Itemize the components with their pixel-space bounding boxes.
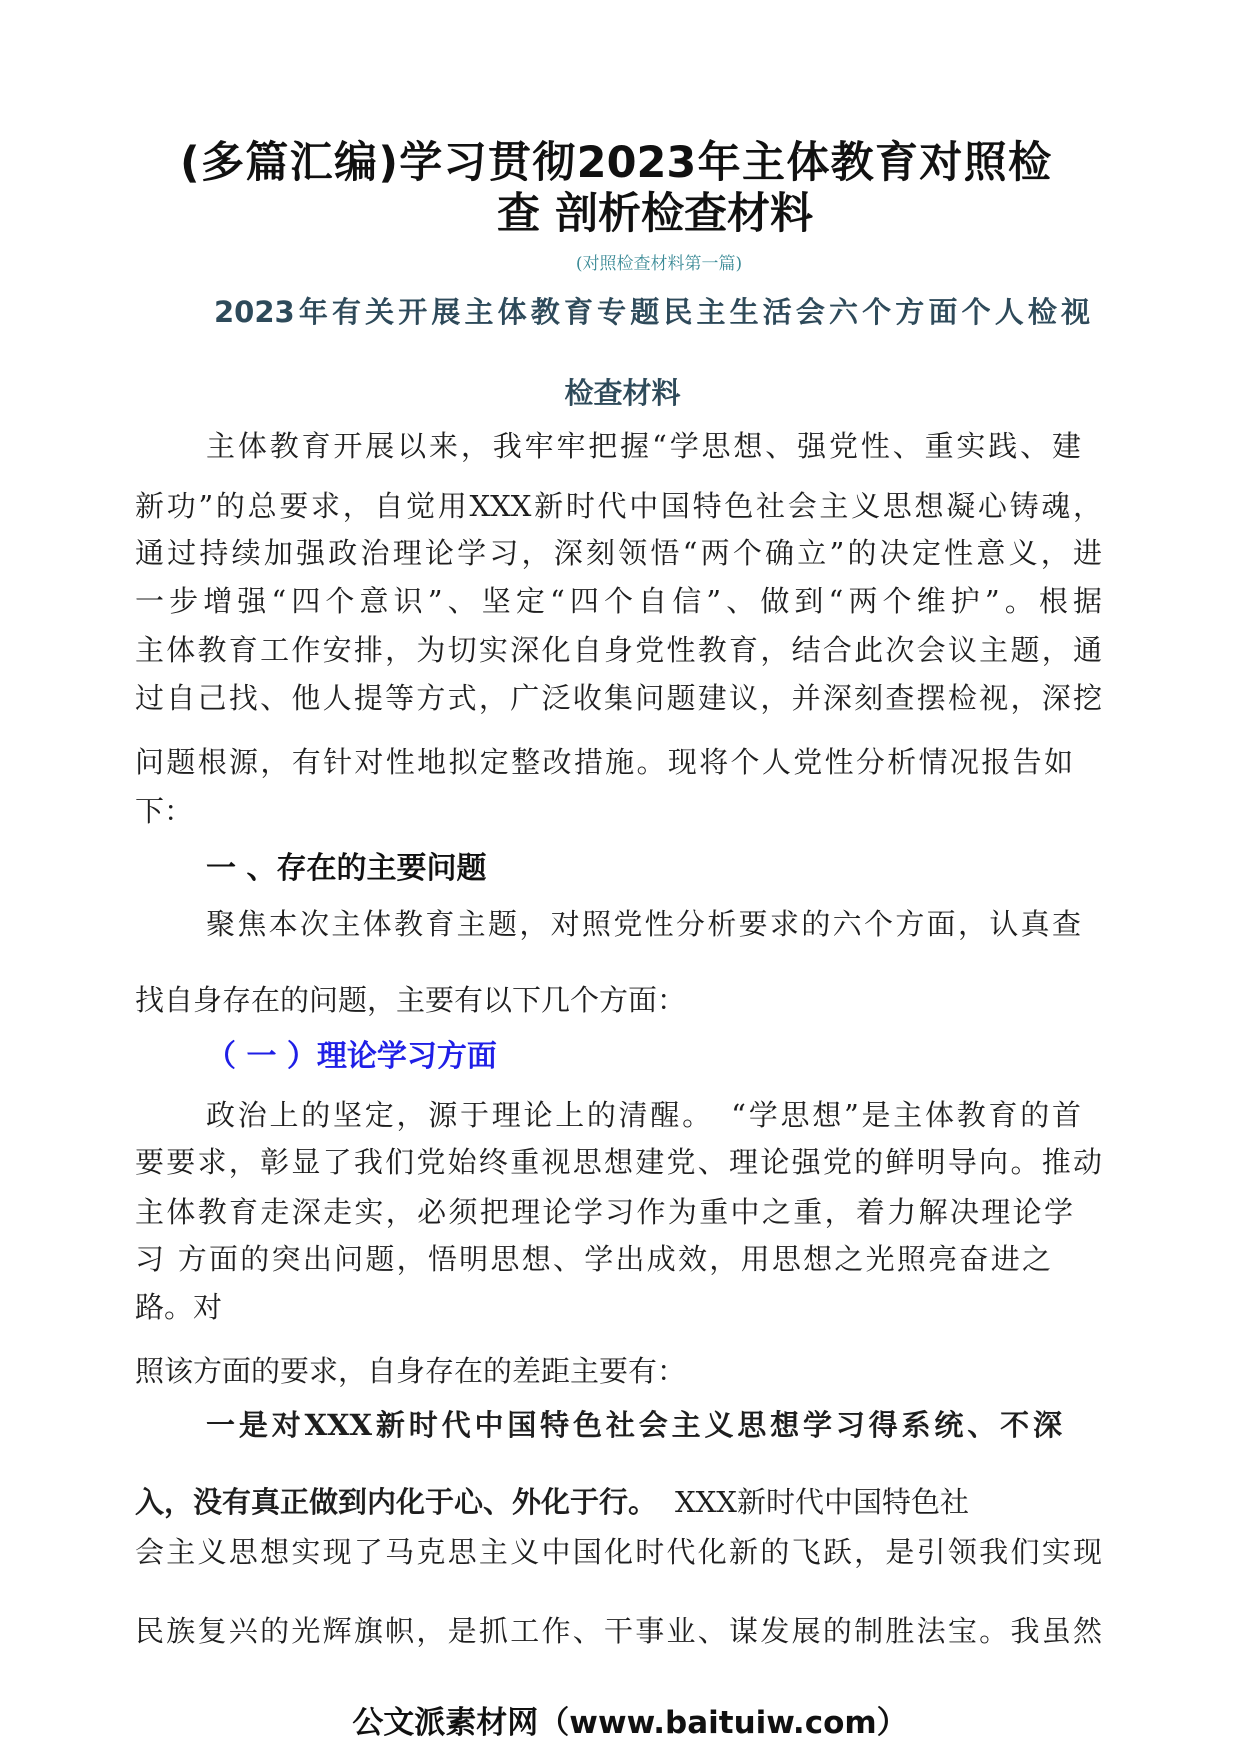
subsection-line: 照该方面的要求，自身存在的差距主要有：: [135, 1354, 687, 1388]
intro-line: 主体教育开展以来，我牢牢把握“学思想、强党性、重实践、建: [206, 429, 1081, 463]
point-lead-line-2: [135, 1484, 1075, 1520]
section-heading: 一 、存在的主要问题: [206, 851, 487, 886]
subsection-line: 路。对: [135, 1290, 223, 1324]
article-heading-line-2: 检查材料: [564, 376, 681, 410]
subsection-line: 要要求，彰显了我们党始终重视思想建党、理论强党的鲜明导向。推动: [135, 1145, 1102, 1179]
intro-line: 下：: [135, 794, 194, 828]
intro-line: 问题根源，有针对性地拟定整改措施。现将个人党性分析情况报告如: [135, 745, 1073, 779]
point-line: 民族复兴的光辉旗帜，是抓工作、干事业、谋发展的制胜法宝。我虽然: [135, 1614, 1102, 1648]
footer-source: 公文派素材网（www.baituiw.com）: [352, 1705, 908, 1741]
subsection-heading: （ 一 ）理论学习方面: [206, 1039, 497, 1074]
article-heading-line-1: 2023年有关开展主体教育专题民主生活会六个方面个人检视: [214, 295, 1090, 329]
subsection-line: 习 方面的突出问题，悟明思想、学出成效，用思想之光照亮奋进之: [135, 1242, 1051, 1276]
point-lead-bold-text: 入，没有真正做到内化于心、外化于行。: [135, 1485, 658, 1519]
intro-line: 过自己找、他人提等方式，广泛收集问题建议，并深刻查摆检视，深挖: [135, 681, 1102, 715]
document-title-line-1: (多篇汇编)学习贯彻2023年主体教育对照检: [180, 138, 1051, 188]
subsection-line: 政治上的坚定，源于理论上的清醒。 “学思想”是主体教育的首: [206, 1098, 1081, 1132]
subsection-line: 主体教育走深走实，必须把理论学习作为重中之重，着力解决理论学: [135, 1195, 1073, 1229]
point-lead-continuation: XXX新时代中国特色社: [675, 1485, 969, 1519]
document-subtitle: (对照检查材料第一篇): [575, 254, 743, 274]
point-lead-line-1: 一是对XXX新时代中国特色社会主义思想学习得系统、不深: [206, 1408, 1062, 1442]
intro-line: 主体教育工作安排，为切实深化自身党性教育，结合此次会议主题，通: [135, 633, 1102, 667]
section-line: 聚焦本次主体教育主题，对照党性分析要求的六个方面，认真查: [206, 907, 1081, 941]
point-line: 会主义思想实现了马克思主义中国化时代化新的飞跃，是引领我们实现: [135, 1535, 1102, 1569]
document-title-line-2: 查 剖析检查材料: [497, 189, 813, 239]
intro-line: 一步增强“四个意识”、坚定“四个自信”、做到“两个维护”。根据: [135, 584, 1102, 618]
intro-line: 通过持续加强政治理论学习，深刻领悟“两个确立”的决定性意义，进: [135, 536, 1102, 570]
intro-line: 新功”的总要求，自觉用XXX新时代中国特色社会主义思想凝心铸魂，: [135, 489, 1102, 523]
section-line: 找自身存在的问题，主要有以下几个方面：: [135, 983, 687, 1017]
